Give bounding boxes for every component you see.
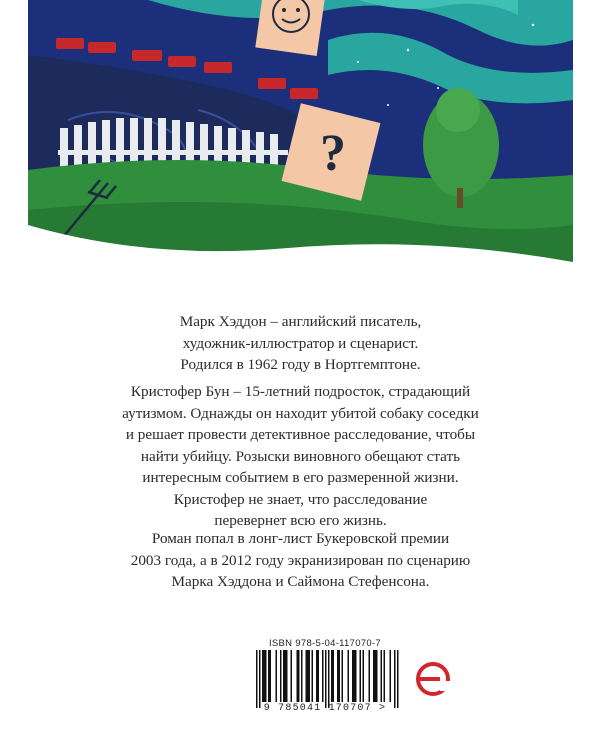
barcode-bar (337, 650, 339, 702)
barcode-bar (381, 650, 383, 702)
synopsis-line: перевернет всю его жизнь. (214, 512, 387, 529)
question-mark-glyph: ? (320, 125, 346, 182)
barcode-bar (342, 650, 344, 702)
barcode-bar (354, 650, 356, 702)
barcode-bar (352, 650, 354, 702)
isbn-label: ISBN 978-5-04-117070-7 (268, 638, 382, 649)
barcode-bar (264, 650, 266, 702)
barcode-digits: 9 785041 170707 > (263, 703, 387, 714)
barcode-bar (348, 650, 350, 702)
barcode-bar (384, 650, 386, 702)
award-line: 2003 года, а в 2012 году экранизирован по сценарию (130, 551, 471, 569)
barcode-bar (373, 650, 375, 702)
barcode (240, 638, 410, 716)
barcode-bar (262, 650, 264, 702)
illustration-svg (28, 0, 573, 265)
barcode-bar (291, 650, 293, 702)
synopsis-line: найти убийцу. Розыски виновного обещают стать (140, 447, 461, 465)
synopsis-line: и решает провести детективное расследование, чтобы (125, 426, 476, 443)
barcode-bar (331, 650, 333, 702)
barcode-bar (297, 650, 299, 702)
barcode-bar (259, 650, 261, 708)
author-bio-line: Родился в 1962 году в Нортгемптоне. (180, 356, 421, 373)
barcode-bar (360, 650, 362, 702)
barcode-bar (298, 650, 300, 702)
barcode-bar (306, 650, 308, 702)
barcode-bar (375, 650, 377, 702)
award-line: Роман попал в лонг-лист Букеровской премии (151, 530, 450, 547)
synopsis-line: аутизмом. Однажды он находит убитой собаку соседки (122, 404, 479, 422)
barcode-bar (307, 650, 309, 702)
synopsis-line: интересным событием в его размеренной жизни. (142, 469, 459, 486)
author-bio-line: художник-иллюстратор и сценарист. (182, 334, 419, 352)
eksmo-logo-icon (416, 662, 450, 696)
barcode-bar (256, 650, 258, 708)
barcode-bar (369, 650, 371, 702)
synopsis (88, 381, 513, 532)
barcode-bar (301, 650, 303, 702)
barcode-bar (390, 650, 392, 702)
barcode-bar (316, 650, 318, 702)
barcode-bar (318, 650, 320, 702)
award-line: Марка Хэддона и Саймона Стефенсона. (171, 573, 430, 590)
barcode-bar (286, 650, 288, 702)
barcode-bar (276, 650, 278, 702)
smiley-face-icon (255, 0, 326, 56)
barcode-bar (325, 650, 327, 708)
synopsis-line: Кристофер Бун – 15-летний подросток, страдающий (130, 383, 471, 400)
barcode-bar (265, 650, 267, 702)
barcode-bar (268, 650, 270, 702)
author-bio (88, 311, 513, 376)
barcode-bar (312, 650, 314, 702)
book-back-cover (28, 0, 573, 730)
barcode-bar (397, 650, 399, 708)
author-bio-line: Марк Хэддон – английский писатель, (179, 313, 422, 330)
barcode-bar (394, 650, 396, 708)
barcode-bar (328, 650, 330, 708)
barcode-bar (280, 650, 282, 702)
cover-illustration (28, 0, 573, 265)
barcode-bar (376, 650, 378, 702)
barcode-bar (363, 650, 365, 702)
barcode-bar (285, 650, 287, 702)
barcode-bar (270, 650, 272, 702)
award-note (88, 528, 513, 593)
barcode-bar (309, 650, 311, 702)
barcode-bar (322, 650, 324, 702)
barcode-bar (283, 650, 285, 702)
barcode-bar (355, 650, 357, 702)
barcode-bar (339, 650, 341, 702)
synopsis-line: Кристофер не знает, что расследование (173, 490, 428, 508)
barcode-bar (333, 650, 335, 702)
